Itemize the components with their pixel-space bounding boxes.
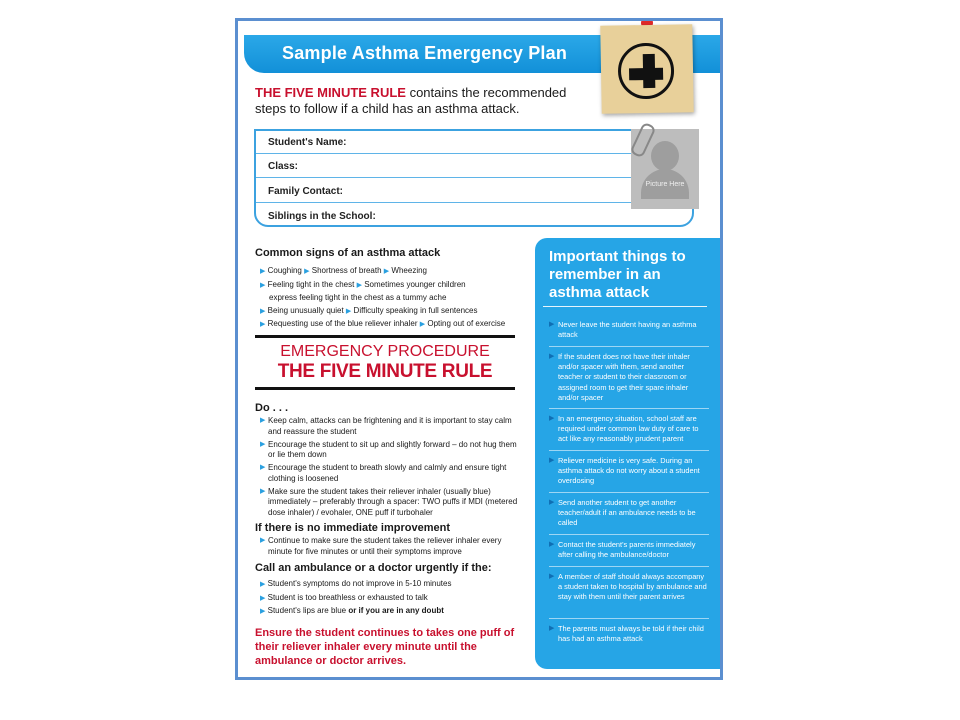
sticky-note	[600, 24, 694, 114]
triangle-right-icon: ▶	[260, 417, 266, 424]
triangle-right-icon: ▶	[260, 268, 266, 275]
list-item: ▶ Student is too breathless or exhausted to talk	[260, 592, 428, 602]
list-item: ▶ Make sure the student takes their reliever inhaler (usually blue) immediately – preferably through a spacer: TWO puffs if MDI (metered dose inhaler) / evohaler, ONE puff if turbohaler	[260, 486, 518, 517]
medical-cross-icon	[618, 43, 675, 100]
triangle-right-icon: ▶	[549, 541, 555, 548]
triangle-right-icon: ▶	[260, 464, 266, 471]
procedure-subheading: THE FIVE MINUTE RULE	[277, 361, 493, 382]
sign-item: Opting out of exercise	[427, 319, 506, 328]
field-class[interactable]: Class:	[268, 161, 299, 172]
remember-item: ▶ In an emergency situation, school staff are required under common law duty of care to act like any reasonably prudent parent	[549, 414, 699, 444]
do-list	[260, 416, 522, 521]
list-item: ▶ Encourage the student to breath slowly and calmly and ensure tight clothing is loosened	[260, 463, 507, 483]
field-siblings[interactable]: Siblings in the School:	[268, 211, 376, 222]
sign-item: Difficulty speaking in full sentences	[353, 305, 478, 315]
signs-list	[260, 265, 530, 332]
triangle-right-icon: ▶	[383, 268, 390, 275]
triangle-right-icon: ▶	[260, 608, 266, 615]
sign-item: Requesting use of the blue reliever inhaler	[267, 319, 418, 328]
divider	[255, 335, 515, 338]
final-note: Ensure the student continues to takes one puff of their reliever inhaler every minute until the ambulance or doctor arrives.	[255, 627, 515, 667]
field-family-contact[interactable]: Family Contact:	[268, 186, 344, 197]
list-item: ▶ Student's symptoms do not improve in 5-10 minutes	[260, 579, 452, 588]
triangle-right-icon: ▶	[549, 573, 555, 580]
triangle-right-icon: ▶	[419, 321, 426, 328]
remember-item: ▶ Contact the student's parents immediately after calling the ambulance/doctor	[549, 540, 696, 560]
remember-title: Important things to remember in an asthma attack	[549, 248, 686, 301]
signs-heading: Common signs of an asthma attack	[255, 247, 441, 259]
triangle-right-icon: ▶	[260, 537, 266, 544]
improvement-heading: If there is no immediate improvement	[255, 522, 450, 534]
sign-item: Sometimes younger children	[364, 279, 466, 289]
divider	[543, 306, 707, 307]
triangle-right-icon: ▶	[549, 353, 555, 360]
list-item: ▶ Encourage the student to sit up and slightly forward – do not hug them or lie them down	[260, 439, 517, 459]
triangle-right-icon: ▶	[549, 321, 555, 328]
sign-item: Feeling tight in the chest	[267, 279, 355, 289]
intro-rest: contains the recommended steps to follow if a child has an asthma attack.	[255, 85, 567, 116]
procedure-heading: EMERGENCY PROCEDURE	[280, 343, 490, 360]
sign-item: Wheezing	[391, 266, 427, 275]
remember-item: ▶ A member of staff should always accompany a student taken to hospital by ambulance and stay with them until their parent arrives	[549, 572, 707, 602]
list-item: ▶ Keep calm, attacks can be frightening and it is important to stay calm and reassure the student	[260, 416, 512, 436]
triangle-right-icon: ▶	[260, 281, 266, 289]
list-item: ▶ Continue to make sure the student takes the reliever inhaler every minute for five minutes or until their symptoms improve	[260, 536, 502, 556]
triangle-right-icon: ▶	[356, 281, 362, 289]
triangle-right-icon: ▶	[549, 457, 555, 464]
triangle-right-icon: ▶	[260, 440, 266, 448]
remember-panel	[535, 238, 721, 669]
intro-highlight: THE FIVE MINUTE RULE	[255, 85, 406, 100]
triangle-right-icon: ▶	[260, 487, 266, 495]
intro-text	[255, 85, 585, 117]
signs-line	[260, 265, 530, 279]
triangle-right-icon: ▶	[549, 625, 555, 632]
sign-item: Coughing	[267, 266, 302, 275]
triangle-right-icon: ▶	[260, 307, 266, 315]
improvement-list	[260, 536, 522, 560]
sign-item: express feeling tight in the chest as a tummy ache	[269, 293, 447, 302]
remember-item: ▶ Reliever medicine is very safe. During an asthma attack do not worry about a student overdosing	[549, 456, 700, 486]
divider	[255, 387, 515, 390]
ambulance-heading: Call an ambulance or a doctor urgently if the:	[255, 562, 492, 574]
photo-caption: Picture Here	[645, 181, 685, 188]
person-silhouette-icon	[651, 141, 679, 171]
triangle-right-icon: ▶	[260, 594, 266, 602]
field-student-name[interactable]: Student's Name:	[268, 137, 347, 148]
do-heading: Do . . .	[255, 402, 288, 414]
triangle-right-icon: ▶	[260, 321, 266, 328]
remember-item: ▶ Send another student to get another teacher/adult if an ambulance needs to be called	[549, 498, 696, 528]
emergency-plan-sheet	[235, 18, 723, 680]
list-item: ▶ Student's lips are blue or if you are in any doubt	[260, 606, 444, 615]
remember-item: ▶ Never leave the student having an asthma attack	[549, 320, 697, 340]
signs-line	[260, 305, 530, 319]
triangle-right-icon: ▶	[549, 415, 555, 422]
triangle-right-icon: ▶	[304, 268, 310, 275]
remember-item: ▶ If the student does not have their inhaler and/or spacer with them, send another teacher or student to their classroom or assigned room to get their spare inhaler and/or spacer	[549, 352, 690, 402]
sign-item: Being unusually quiet	[267, 305, 344, 315]
remember-item: ▶ The parents must always be told if their child has had an asthma attack	[549, 624, 704, 644]
ambulance-list	[260, 578, 522, 619]
triangle-right-icon: ▶	[260, 581, 266, 588]
signs-line	[260, 279, 530, 293]
student-details-form	[254, 129, 694, 227]
signs-line	[260, 292, 530, 305]
triangle-right-icon: ▶	[549, 499, 555, 506]
page-title: Sample Asthma Emergency Plan	[282, 43, 568, 63]
sign-item: Shortness of breath	[311, 266, 382, 275]
triangle-right-icon: ▶	[345, 307, 352, 315]
signs-line	[260, 318, 530, 332]
